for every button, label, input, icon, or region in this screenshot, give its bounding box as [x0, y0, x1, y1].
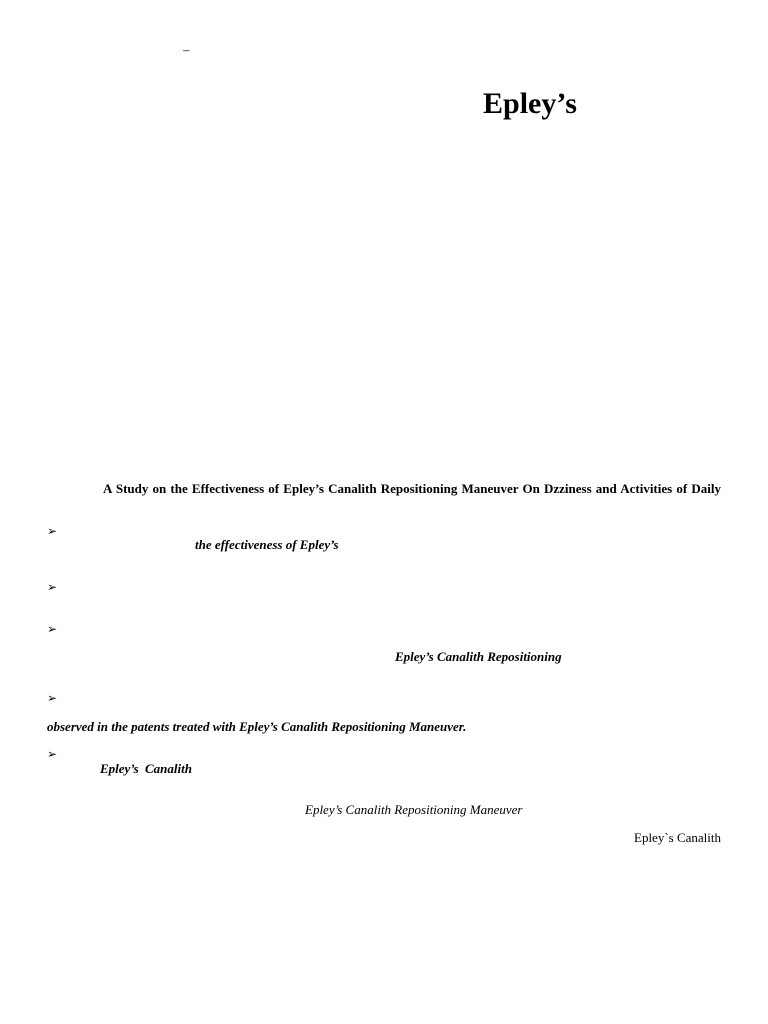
canalith-plain-fragment: Epley`s Canalith [634, 830, 722, 845]
study-title-line: A Study on the Effectiveness of Epley’s Canalith Repositioning Maneuver On Dzziness and Activities of Daily [103, 481, 721, 496]
bullet-arrow-icon: ➢ [47, 622, 58, 636]
bullet-arrow-icon: ➢ [47, 524, 58, 538]
page-title: Epley’s [483, 87, 577, 120]
canalith-repositioning-fragment: Epley’s Canalith Repositioning [395, 649, 562, 664]
maneuver-fragment: Epley’s Canalith Repositioning Maneuver [305, 802, 523, 817]
bullet-arrow-icon: ➢ [47, 691, 58, 705]
bullet-arrow-icon: ➢ [47, 747, 58, 761]
bullet-arrow-icon: ➢ [47, 580, 58, 594]
dash-mark: – [183, 42, 190, 57]
effectiveness-fragment: the effectiveness of Epley’s [195, 537, 339, 552]
observed-fragment: observed in the patents treated with Epley’s Canalith Repositioning Maneuver. [47, 719, 467, 734]
canalith-short-fragment: Epley’s Canalith [100, 761, 192, 776]
